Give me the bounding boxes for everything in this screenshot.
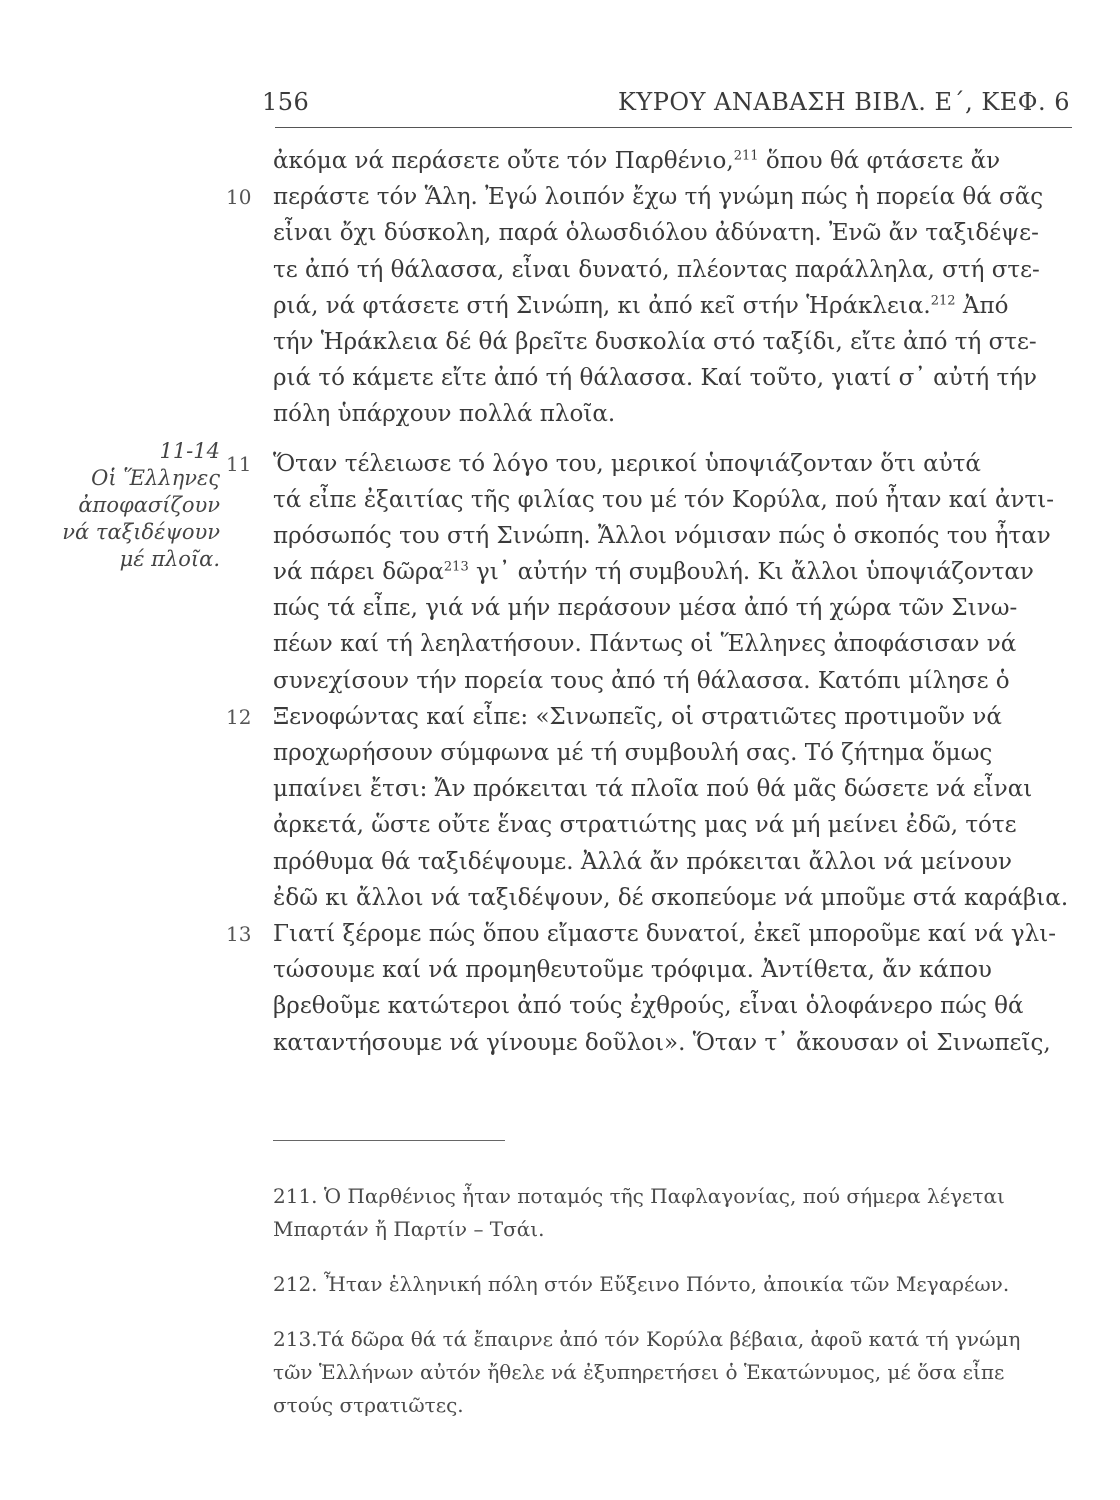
footnote-line: 211. Ὁ Παρθένιος ἦταν ποταμός τῆς Παφλαγονίας, πού σήμερα λέγεται [273, 1184, 1005, 1208]
line-text: νά πάρει δῶρα [273, 559, 444, 586]
line-text: τώσουμε καί νά προμηθευτοῦμε τρόφιμα. Ἀντίθετα, ἄν κάπου [273, 957, 992, 984]
text-line [273, 626, 1088, 662]
margin-note-line: μέ πλοῖα. [119, 547, 220, 571]
line-text: τά εἶπε ἐξαιτίας τῆς φιλίας του μέ τόν Κορύλα, πού ἦταν καί ἀντι- [273, 486, 1055, 513]
line-text: ριά τό κάμετε εἴτε ἀπό τή θάλασσα. Καί τοῦτο, γιατί σ᾽ αὐτή τήν [273, 365, 1037, 392]
footnote-line: τῶν Ἑλλήνων αὐτόν ἤθελε νά ἐξυπηρετήσει ὁ Ἑκατώνυμος, μέ ὅσα εἶπε [273, 1360, 1005, 1384]
line-text: Ξενοφώντας καί εἶπε: «Σινωπεῖς, οἱ στρατιῶτες προτιμοῦν νά [273, 703, 1002, 730]
line-text: τε ἀπό τή θάλασσα, εἶναι δυνατό, πλέοντας παράλληλα, στή στε- [273, 256, 1040, 283]
line-text: πρόσωπός του στή Σινώπη. Ἄλλοι νόμισαν πώς ὁ σκοπός του ἦταν [273, 522, 1051, 549]
footnote [273, 1323, 1093, 1422]
text-line [273, 324, 1088, 360]
footnote-line: 213.Τά δῶρα θά τά ἔπαιρνε ἀπό τόν Κορύλα βέβαια, ἀφοῦ κατά τή γνώμη [273, 1327, 1021, 1351]
line-text: μπαίνει ἔτσι: Ἄν πρόκειται τά πλοῖα πού θά μᾶς δώσετε νά εἶναι [273, 776, 1033, 803]
text-line [273, 844, 1088, 880]
line-text: εἶναι ὄχι δύσκολη, παρά ὁλωσδιόλου ἀδύνατη. Ἐνῶ ἄν ταξιδέψε- [273, 220, 1039, 247]
line-text: βρεθοῦμε κατώτεροι ἀπό τούς ἐχθρούς, εἶναι ὁλοφάνερο πώς θά [273, 993, 1024, 1020]
text-line [226, 179, 1088, 215]
text-line [273, 396, 1088, 432]
text-line [273, 482, 1088, 518]
line-text: προχωρήσουν σύμφωνα μέ τή συμβουλή σας. Τό ζήτημα ὅμως [273, 740, 993, 766]
text-line [273, 518, 1088, 554]
text-line [273, 554, 1088, 590]
line-text-continued: Ἀπό [955, 292, 1009, 319]
line-number: 10 [226, 185, 252, 210]
line-text-continued: ὅπου θά φτάσετε ἄν [758, 148, 1001, 174]
text-line [273, 952, 1088, 988]
footnote-line: Μπαρτάν ἤ Παρτίν – Τσάι. [273, 1217, 545, 1241]
text-line [273, 288, 1088, 324]
running-title: ΚΥΡΟΥ ΑΝΑΒΑΣΗ ΒΙΒΛ. Ε΄, ΚΕΦ. 6 [617, 88, 1070, 116]
line-text: ριά, νά φτάσετε στή Σινώπη, κι ἀπό κεῖ στήν Ἡράκλεια. [273, 292, 931, 319]
footnote-marker: 211 [733, 148, 759, 164]
line-text: τήν Ἡράκλεια δέ θά βρεῖτε δυσκολία στό ταξίδι, εἴτε ἀπό τή στε- [273, 328, 1037, 355]
text-line [226, 699, 1088, 735]
line-text: πρόθυμα θά ταξιδέψουμε. Ἀλλά ἄν πρόκειται ἄλλοι νά μείνουν [273, 848, 1013, 875]
text-line [273, 771, 1088, 807]
page-header [262, 80, 1070, 116]
line-text: ἀρκετά, ὥστε οὔτε ἕνας στρατιώτης μας νά μή μείνει ἐδῶ, τότε [273, 812, 1017, 839]
text-line [273, 360, 1088, 396]
footnote-rule [273, 1140, 505, 1141]
page-number: 156 [262, 88, 310, 116]
line-text: Γιατί ξέρομε πώς ὅπου εἴμαστε δυνατοί, ἐκεῖ μποροῦμε καί νά γλι- [273, 920, 1057, 947]
text-line [273, 252, 1088, 288]
line-text: περάστε τόν Ἅλη. Ἐγώ λοιπόν ἔχω τή γνώμη πώς ἡ πορεία θά σᾶς [273, 184, 1044, 211]
text-line [273, 215, 1088, 251]
text-line [273, 1025, 1088, 1061]
footnote [273, 1180, 1093, 1246]
footnotes [273, 1180, 1093, 1444]
text-line [226, 446, 1088, 482]
body-text [226, 143, 1088, 1061]
footnote-line: στούς στρατιῶτες. [273, 1393, 464, 1417]
line-number: 13 [226, 921, 252, 946]
line-text: συνεχίσουν τήν πορεία τους ἀπό τή θάλασσα. Κατόπι μίλησε ὁ [273, 667, 1010, 694]
margin-note-line: νά ταξιδέψουν [62, 520, 220, 544]
footnote-line: 212. Ἦταν ἑλληνική πόλη στόν Εὔξεινο Πόντο, ἀποικία τῶν Μεγαρέων. [273, 1272, 1010, 1296]
line-text-continued: γι᾽ αὐτήν τή συμβουλή. Κι ἄλλοι ὑποψιάζονταν [468, 559, 1034, 586]
text-line [273, 663, 1088, 699]
text-line [273, 143, 1088, 179]
text-line [273, 807, 1088, 843]
text-line [273, 735, 1088, 771]
footnote-marker: 212 [930, 293, 956, 309]
margin-note [40, 438, 220, 573]
line-text: πώς τά εἶπε, γιά νά μήν περάσουν μέσα ἀπό τή χώρα τῶν Σινω- [273, 595, 1018, 622]
text-line [273, 880, 1088, 916]
footnote [273, 1268, 1093, 1301]
margin-note-range: 11-14 [159, 439, 220, 463]
text-line [273, 988, 1088, 1024]
footnote-marker: 213 [443, 559, 469, 575]
line-text: Ὅταν τέλειωσε τό λόγο του, μερικοί ὑποψιάζονταν ὅτι αὐτά [273, 450, 981, 477]
margin-note-line: ἀποφασίζουν [78, 493, 220, 517]
header-rule [275, 127, 1072, 128]
margin-note-line: Οἱ Ἕλληνες [91, 466, 220, 490]
line-text: ἀκόμα νά περάσετε οὔτε τόν Παρθένιο, [273, 148, 734, 174]
line-text: πέων καί τή λεηλατήσουν. Πάντως οἱ Ἕλληνες ἀποφάσισαν νά [273, 631, 1017, 658]
text-line [226, 916, 1088, 952]
line-text: ἐδῶ κι ἄλλοι νά ταξιδέψουν, δέ σκοπεύομε νά μποῦμε στά καράβια. [273, 884, 1069, 911]
line-text: πόλη ὑπάρχουν πολλά πλοῖα. [273, 401, 616, 428]
text-line [273, 590, 1088, 626]
line-number: 12 [226, 704, 252, 729]
line-text: καταντήσουμε νά γίνουμε δοῦλοι». Ὅταν τ᾽ ἄκουσαν οἱ Σινωπεῖς, [273, 1029, 1051, 1056]
line-number: 11 [226, 451, 252, 476]
